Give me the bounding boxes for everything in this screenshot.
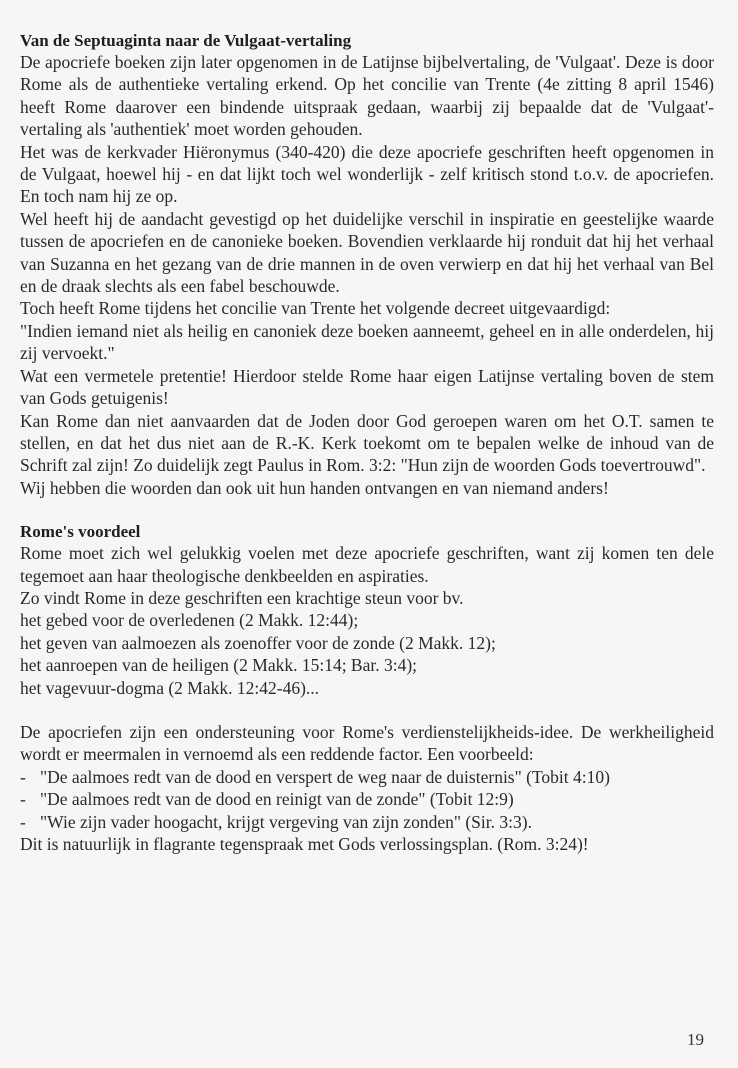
paragraph-steun: Zo vindt Rome in deze geschriften een krachtige steun voor bv. xyxy=(20,587,464,608)
paragraph-decreet: Toch heeft Rome tijdens het concilie van Trente het volgende decreet uitgevaardigd: xyxy=(20,298,611,319)
paragraph-closing: Dit is natuurlijk in flagrante tegenspraak met Gods verlossingsplan. (Rom. 3:24)! xyxy=(20,834,589,854)
dash-item-text: "De aalmoes redt van de dood en reinigt van de zonde" (Tobit 12:9) xyxy=(40,789,514,810)
paragraph-vulgaat-intro: De apocriefe boeken zijn later opgenomen in de Latijnse bijbelvertaling, de 'Vulgaat'. Deze is door Rome als de authentieke vertaling erkend. Op het concilie van Trente (4e zitting 8 april 1546) heeft Rome daarover een bindende uitspraak gedaan, waarbij zij bepaalde dat de 'Vulgaat'- vertaling als 'authentiek' moet worden gehouden. xyxy=(20,52,714,140)
page-number: 19 xyxy=(687,1030,704,1049)
dash-marker: - xyxy=(20,766,26,787)
dash-list-item xyxy=(20,766,714,788)
dash-list-item xyxy=(20,811,714,833)
list-line: het aanroepen van de heiligen (2 Makk. 15:14; Bar. 3:4); xyxy=(20,655,418,676)
paragraph-quote: "Indien iemand niet als heilig en canoniek deze boeken aanneemt, geheel en in alle onderdelen, hij zij vervoekt." xyxy=(20,320,714,364)
list-line: het geven van aalmoezen als zoenoffer voor de zonde (2 Makk. 12); xyxy=(20,632,496,653)
paragraph-verdienstelijkheid: De apocriefen zijn een ondersteuning voor Rome's verdienstelijkheids-idee. De werkheiligheid wordt er meermalen in vernoemd als een reddende factor. Een voorbeeld: xyxy=(20,721,714,765)
paragraph-gelukkig: Rome moet zich wel gelukkig voelen met deze apocriefe geschriften, want zij komen ten dele tegemoet aan haar theologische denkbeelden en aspiraties. xyxy=(20,543,714,586)
dash-item-text: "Wie zijn vader hoogacht, krijgt vergeving van zijn zonden" (Sir. 3:3). xyxy=(40,811,532,832)
paragraph-aandacht: Wel heeft hij de aandacht gevestigd op het duidelijke verschil in inspiratie en geestelijke waarde tussen de apocriefen en de canonieke boeken. Bovendien verklaarde hij ronduit dat hij het verhaal van Suzanna en het gezang van de drie mannen in de oven verwierp en dat hij het verhaal van Bel en de draak slechts als een fabel beschouwde. xyxy=(20,208,714,297)
dash-list-item xyxy=(20,788,714,810)
paragraph-hieronymus: Het was de kerkvader Hiëronymus (340-420) die deze apocriefe geschriften heeft opgenomen in de Vulgaat, hoewel hij - en dat lijkt toch wel wonderlijk - zelf kritisch stond t.o.v. de apocriefen. En toch nam hij ze op. xyxy=(20,141,714,207)
section-heading-vulgaat: Van de Septuaginta naar de Vulgaat-vertaling xyxy=(20,31,352,50)
list-line: het gebed voor de overledenen (2 Makk. 12:44); xyxy=(20,610,359,631)
dash-item-text: "De aalmoes redt van de dood en verspert de weg naar de duisternis" (Tobit 4:10) xyxy=(40,766,610,787)
paragraph-joden: Kan Rome dan niet aanvaarden dat de Joden door God geroepen waren om het O.T. samen te stellen, en dat het dus niet aan de R.-K. Kerk toekomt om te bepalen welke de inhoud van de Schrift zal zijn! Zo duidelijk zegt Paulus in Rom. 3:2: "Hun zijn de woorden Gods toevertrouwd". xyxy=(20,410,714,476)
dash-marker: - xyxy=(20,789,26,810)
section-heading-voordeel: Rome's voordeel xyxy=(20,522,141,542)
paragraph-ontvangen: Wij hebben die woorden dan ook uit hun handen ontvangen en van niemand anders! xyxy=(20,477,609,498)
paragraph-pretentie: Wat een vermetele pretentie! Hierdoor stelde Rome haar eigen Latijnse vertaling boven de stem van Gods getuigenis! xyxy=(20,365,714,409)
list-line: het vagevuur-dogma (2 Makk. 12:42-46)... xyxy=(20,677,320,698)
dash-marker: - xyxy=(20,811,26,832)
